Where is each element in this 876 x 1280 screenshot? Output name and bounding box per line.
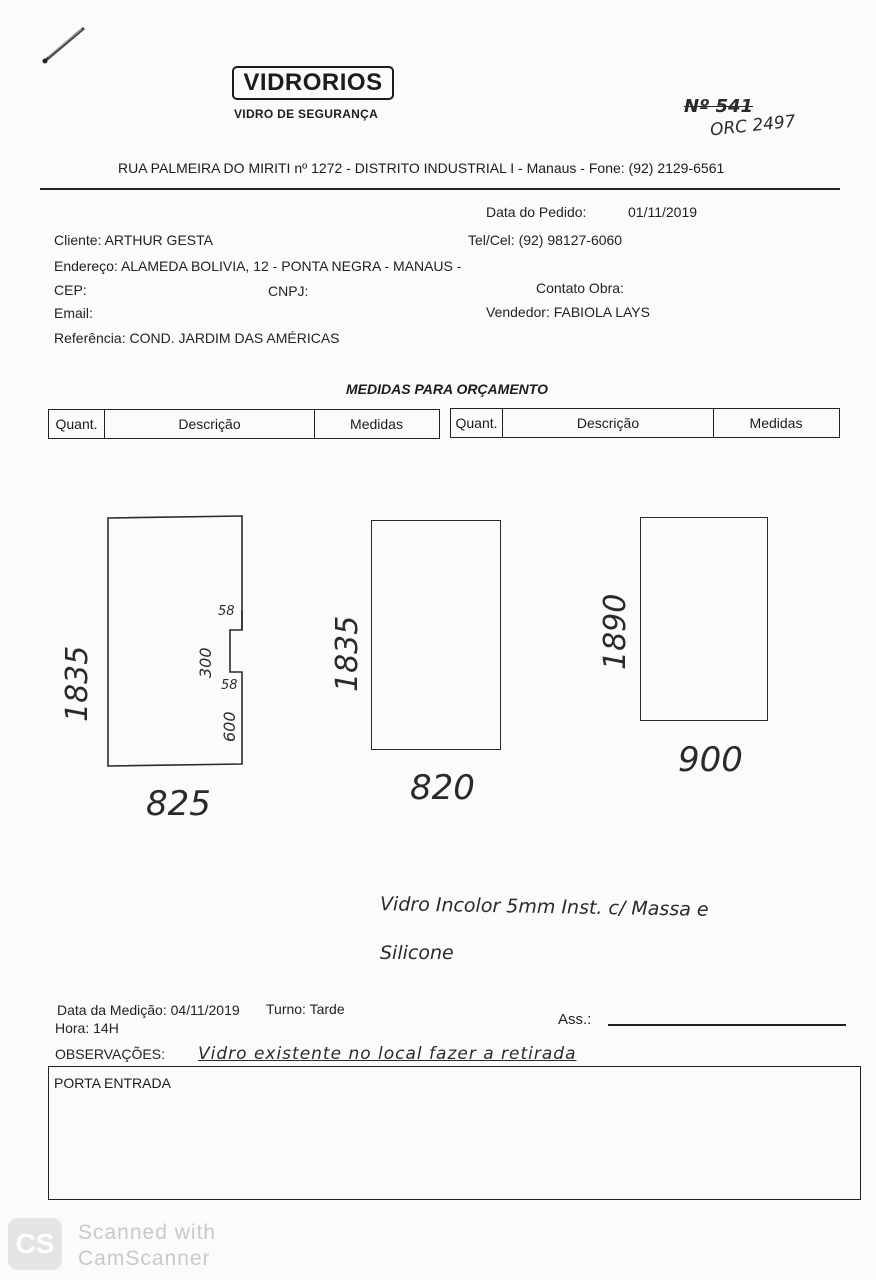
reference-field: Referência: COND. JARDIM DAS AMÉRICAS xyxy=(54,330,340,346)
company-tagline: VIDRO DE SEGURANÇA xyxy=(234,107,379,121)
panel-1-notch-bottom: 58 xyxy=(221,678,238,693)
order-date-label: Data do Pedido: xyxy=(486,204,587,220)
measurement-time: Hora: 14H xyxy=(55,1020,119,1036)
signature-label: Ass.: xyxy=(558,1011,592,1028)
table-header-left xyxy=(48,409,440,439)
glass-spec-note: Vidro Incolor 5mm Inst. c/ Massa e xyxy=(379,893,709,921)
panel-3-height: 1890 xyxy=(598,593,633,670)
camscanner-logo: CS xyxy=(8,1218,62,1270)
client-name: Cliente: ARTHUR GESTA xyxy=(54,232,213,248)
panel-3-width: 900 xyxy=(678,740,743,780)
seller-name: Vendedor: FABIOLA LAYS xyxy=(486,304,650,320)
column-quantity: Quant. xyxy=(49,410,105,438)
panel-2-drawing xyxy=(371,520,501,750)
header-divider xyxy=(40,188,840,190)
panel-1-notch-top: 58 xyxy=(218,604,235,619)
cep-field: CEP: xyxy=(54,282,87,298)
company-address: RUA PALMEIRA DO MIRITI nº 1272 - DISTRITO INDUSTRIAL I - Manaus - Fone: (92) 2129-6561 xyxy=(118,160,725,176)
panel-1-width: 825 xyxy=(146,784,211,824)
email-field: Email: xyxy=(54,305,93,321)
pen-mark-icon xyxy=(40,24,90,66)
measurement-date: Data da Medição: 04/11/2019 xyxy=(57,1002,240,1018)
observations-box xyxy=(48,1066,861,1200)
form-number-handwritten: ORC 2497 xyxy=(709,111,797,141)
observations-label: OBSERVAÇÕES: xyxy=(55,1046,165,1062)
signature-line xyxy=(608,1024,846,1026)
company-logo: VIDRORIOS xyxy=(232,66,394,100)
panel-2-width: 820 xyxy=(410,768,475,808)
observations-handwritten: Vidro existente no local fazer a retirada xyxy=(198,1044,577,1064)
client-address: Endereço: ALAMEDA BOLIVIA, 12 - PONTA NEGRA - MANAUS - xyxy=(54,258,462,274)
column-measures: Medidas xyxy=(749,415,803,431)
glass-spec-note-2: Silicone xyxy=(380,942,454,964)
client-phone: Tel/Cel: (92) 98127-6060 xyxy=(468,232,623,248)
camscanner-watermark xyxy=(78,1220,216,1272)
watermark-line-2: CamScanner xyxy=(78,1247,211,1270)
column-measures: Medidas xyxy=(350,416,403,432)
measurements-title: MEDIDAS PARA ORÇAMENTO xyxy=(346,381,548,397)
form-number-crossed: Nº 541 xyxy=(684,96,754,117)
column-description: Descrição xyxy=(503,409,714,437)
table-header-right xyxy=(450,408,840,438)
observations-box-text: PORTA ENTRADA xyxy=(54,1075,171,1091)
panel-1-notch-height: 300 xyxy=(196,647,215,678)
order-date-value: 01/11/2019 xyxy=(628,204,698,220)
measurement-shift: Turno: Tarde xyxy=(266,1001,345,1017)
cnpj-field: CNPJ: xyxy=(268,283,309,299)
site-contact-field: Contato Obra: xyxy=(536,280,624,296)
column-quantity: Quant. xyxy=(451,409,503,437)
panel-3-drawing xyxy=(640,517,768,721)
panel-1-bottom-offset: 600 xyxy=(220,711,239,742)
column-description: Descrição xyxy=(105,410,315,438)
panel-1-height: 1835 xyxy=(60,645,95,722)
panel-2-height: 1835 xyxy=(330,615,365,692)
watermark-line-1: Scanned with xyxy=(78,1221,217,1244)
